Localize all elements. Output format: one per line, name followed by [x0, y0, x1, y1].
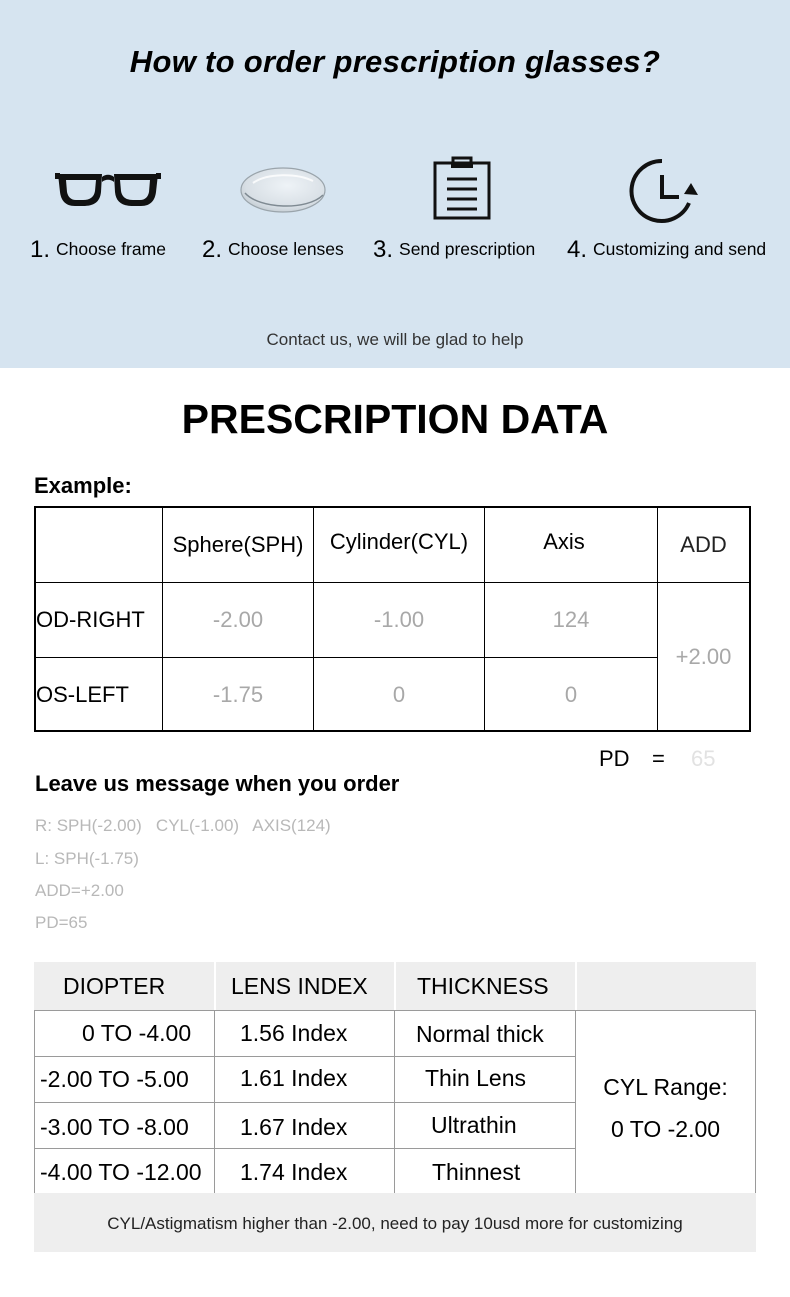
message-line-pd: PD=65	[35, 913, 88, 932]
lens-row-4-thickness: Thinnest	[432, 1158, 521, 1185]
lens-row-2-thickness: Thin Lens	[425, 1064, 527, 1091]
cyl-range-label: CYL Range:	[603, 1073, 728, 1100]
lens-icon	[239, 165, 327, 215]
glasses-icon	[55, 168, 161, 210]
os-sph-value: -1.75	[212, 682, 264, 707]
add-value: +2.00	[675, 643, 732, 669]
step-number: 3.	[373, 236, 394, 263]
header-axis: Axis	[543, 529, 585, 554]
os-cyl-value: 0	[392, 682, 406, 707]
leave-message-heading: Leave us message when you order	[35, 771, 400, 796]
prescription-title: PRESCRIPTION DATA	[181, 396, 609, 442]
lens-row-1-diopter: 0 TO -4.00	[82, 1019, 192, 1046]
lens-row-4-index: 1.74 Index	[240, 1158, 348, 1185]
step-1	[30, 236, 166, 264]
lens-row-1-thickness: Normal thick	[416, 1020, 544, 1047]
step-label: Choose frame	[56, 239, 166, 259]
step-number: 1.	[30, 236, 51, 263]
step-2	[202, 236, 344, 264]
od-axis-value: 124	[552, 607, 590, 632]
header-sphere: Sphere(SPH)	[172, 532, 304, 557]
pd-value: 65	[691, 746, 716, 771]
clock-icon	[627, 157, 699, 225]
lens-row-2-diopter: -2.00 TO -5.00	[40, 1065, 189, 1092]
message-line-add: ADD=+2.00	[35, 881, 124, 900]
contact-text: Contact us, we will be glad to help	[266, 330, 524, 349]
how-to-order-section	[0, 0, 790, 368]
cyl-range-value: 0 TO -2.00	[610, 1115, 721, 1142]
os-axis-value: 0	[564, 682, 578, 707]
cyl-surcharge-note: CYL/Astigmatism higher than -2.00, need to pay 10usd more for customizing	[107, 1214, 683, 1233]
how-to-title: How to order prescription glasses?	[129, 44, 661, 79]
step-4	[567, 236, 766, 264]
lens-row-3-diopter: -3.00 TO -8.00	[40, 1113, 189, 1140]
step-number: 4.	[567, 236, 588, 263]
lens-row-3-index: 1.67 Index	[240, 1113, 348, 1140]
header-thickness: THICKNESS	[417, 972, 549, 999]
clipboard-icon	[431, 155, 493, 221]
example-label: Example:	[34, 473, 132, 498]
lens-index-table	[34, 962, 756, 1252]
header-cylinder: Cylinder(CYL)	[329, 529, 469, 554]
grid-line	[575, 962, 577, 1010]
header-lens-index: LENS INDEX	[231, 972, 368, 999]
step-3	[373, 236, 535, 264]
lens-row-3-thickness: Ultrathin	[431, 1111, 517, 1138]
message-line-left: L: SPH(-1.75)	[35, 849, 139, 868]
pd-label: PD	[599, 746, 630, 771]
prescription-table	[34, 506, 751, 732]
lens-row-4-diopter: -4.00 TO -12.00	[40, 1158, 202, 1185]
step-label: Choose lenses	[228, 239, 344, 259]
step-number: 2.	[202, 236, 223, 263]
step-label: Send prescription	[399, 239, 536, 259]
grid-line	[755, 1010, 756, 1193]
od-sph-value: -2.00	[212, 607, 264, 632]
lens-row-2-index: 1.61 Index	[240, 1064, 348, 1091]
od-cyl-value: -1.00	[373, 607, 425, 632]
step-label: Customizing and send	[593, 239, 767, 259]
header-diopter: DIOPTER	[63, 972, 166, 999]
row-label-os: OS-LEFT	[36, 682, 129, 707]
grid-line	[394, 962, 396, 1010]
message-line-right: R: SPH(-2.00) CYL(-1.00) AXIS(124)	[35, 816, 331, 835]
lens-row-1-index: 1.56 Index	[240, 1019, 348, 1046]
header-add: ADD	[680, 532, 727, 557]
pd-equals: =	[652, 746, 665, 771]
row-label-od: OD-RIGHT	[36, 607, 145, 632]
